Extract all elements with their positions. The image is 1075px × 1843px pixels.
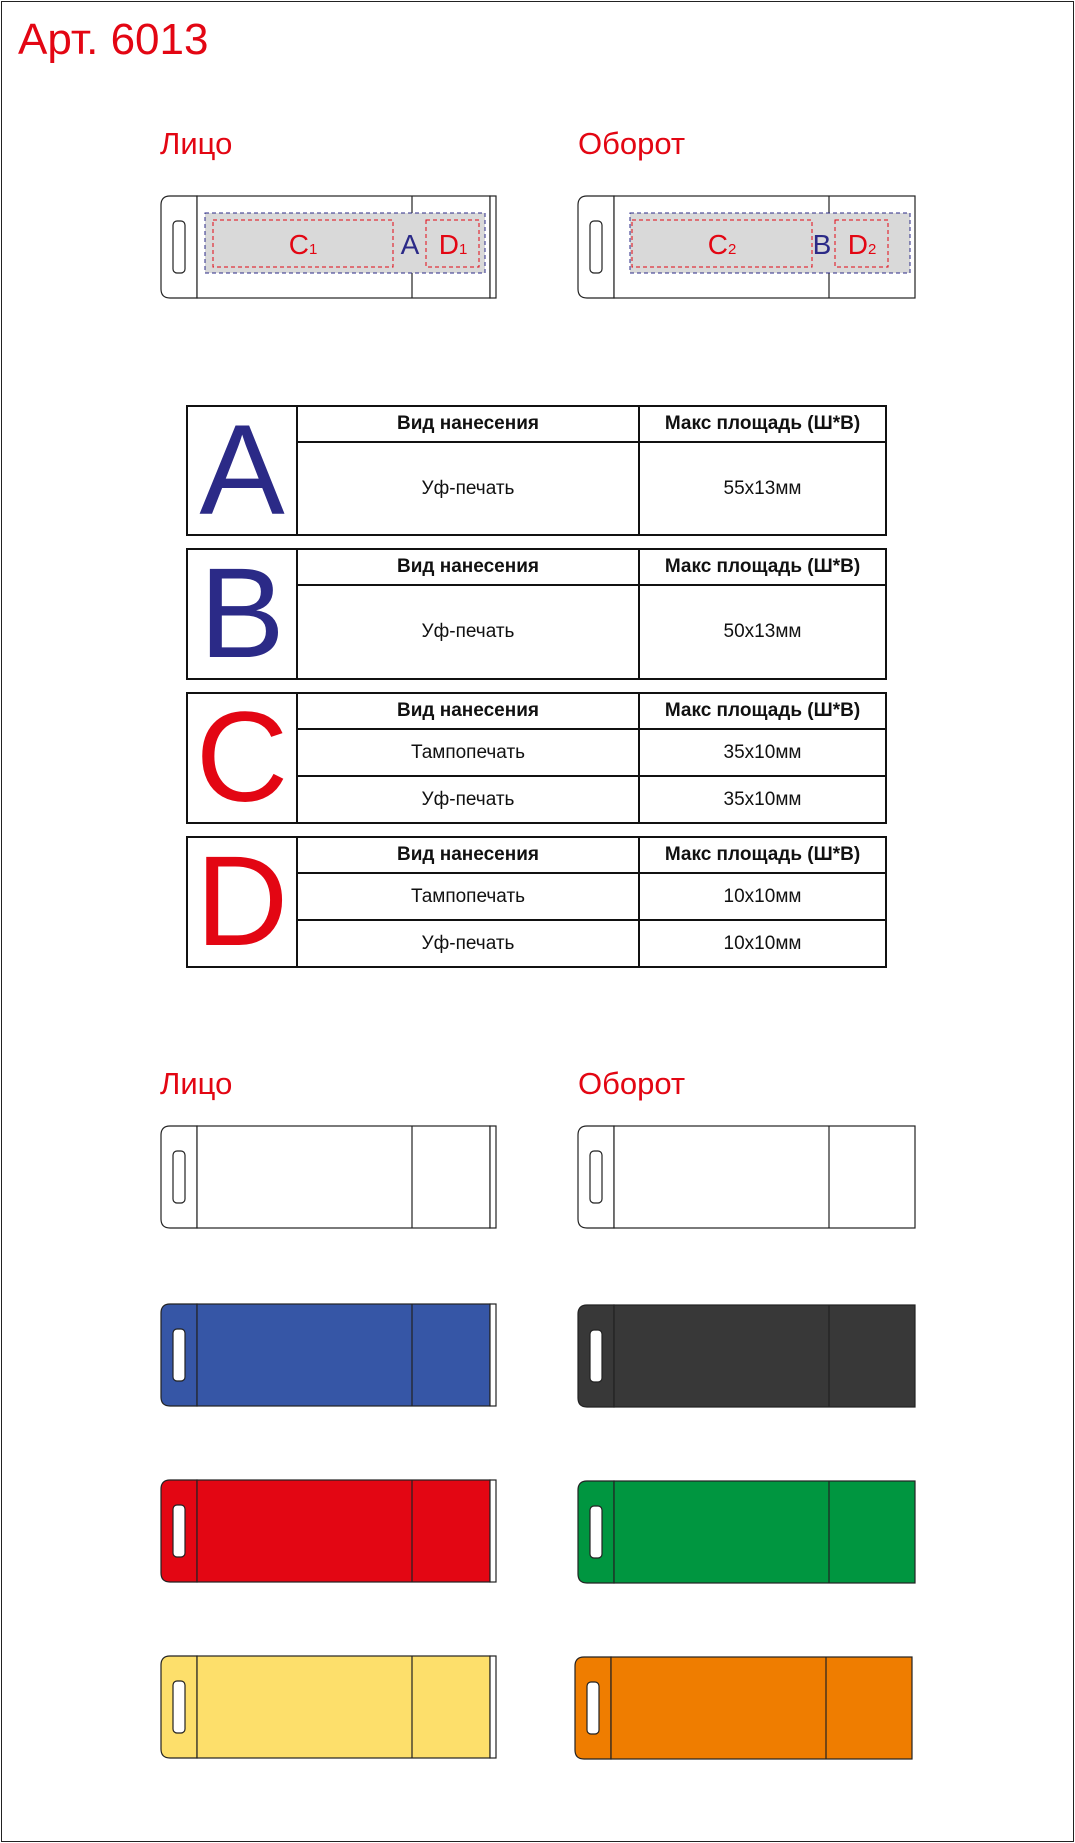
back-label-colors: Оборот [578,1066,686,1101]
back-variant-white [577,1125,917,1229]
back-variant-black [577,1304,917,1408]
table-row [298,730,885,777]
method-cell: Уф-печать [298,777,640,822]
back-label: Оборот [578,126,686,161]
method-cell: Уф-печать [298,921,640,966]
table-header-row [298,407,885,443]
table-row [298,443,885,534]
pen-body-white [577,1125,917,1229]
block-letter-c: C [188,694,298,822]
pen-body-red [160,1479,500,1583]
zone-c1-subscript: 1 [308,241,318,258]
front-variant-yellow [160,1655,500,1759]
front-label: Лицо [160,126,233,161]
area-cell: 10x10мм [723,885,802,907]
pen-body-green [577,1480,917,1584]
table-row [298,586,885,678]
method-header: Вид нанесения [298,838,640,872]
method-header: Вид нанесения [298,694,640,728]
front-print-zones-diagram [160,195,500,299]
pen-body-blue [160,1303,500,1407]
table-header-row [298,550,885,586]
pen-body-yellow [160,1655,500,1759]
table-block-a [186,398,887,542]
article-title: Арт. 6013 [18,15,209,64]
zone-c2-subscript: 2 [727,241,737,258]
block-letter-b: B [188,550,298,678]
pen-body-orange [574,1656,914,1760]
area-cell: 55x13мм [723,477,802,499]
zone-d1-label: D [438,229,459,260]
zone-a-label: A [400,229,420,260]
table-row [298,777,885,822]
front-variant-white [160,1125,500,1229]
method-cell: Уф-печать [298,443,640,534]
table-row [298,874,885,921]
zone-d2-subscript: 2 [867,241,877,258]
area-cell: 50x13мм [723,621,802,642]
area-cell: 10x10мм [723,932,802,954]
method-cell: Тампопечать [298,874,640,919]
table-header-row [298,838,885,874]
zone-d2-label: D [847,229,868,260]
back-variant-green [577,1480,917,1584]
area-header: Макс площадь (Ш*В) [664,844,861,865]
zone-c1-label: C [288,229,309,260]
table-block-c [186,686,887,829]
pen-body-black [577,1304,917,1408]
area-header: Макс площадь (Ш*В) [664,700,861,721]
zone-b-label: B [812,229,832,260]
table-row [298,921,885,966]
area-cell: 35x10мм [723,741,802,763]
block-letter-a: A [188,407,298,534]
front-label-colors: Лицо [160,1066,233,1101]
method-header: Вид нанесения [298,550,640,584]
front-variant-blue [160,1303,500,1407]
zone-d1-subscript: 1 [458,241,468,258]
method-header: Вид нанесения [298,407,640,441]
block-letter-d: D [188,838,298,966]
table-block-b [186,542,887,685]
zone-c2-label: C [707,229,728,260]
table-block-d [186,830,887,973]
back-print-zones-diagram [577,195,917,299]
area-cell: 35x10мм [723,788,802,810]
area-header: Макс площадь (Ш*В) [664,556,861,577]
table-header-row [298,694,885,730]
area-header: Макс площадь (Ш*В) [664,413,861,434]
method-cell: Тампопечать [298,730,640,775]
front-variant-red [160,1479,500,1583]
method-cell: Уф-печать [298,586,640,678]
pen-body-white [160,1125,500,1229]
back-variant-orange [574,1656,914,1760]
